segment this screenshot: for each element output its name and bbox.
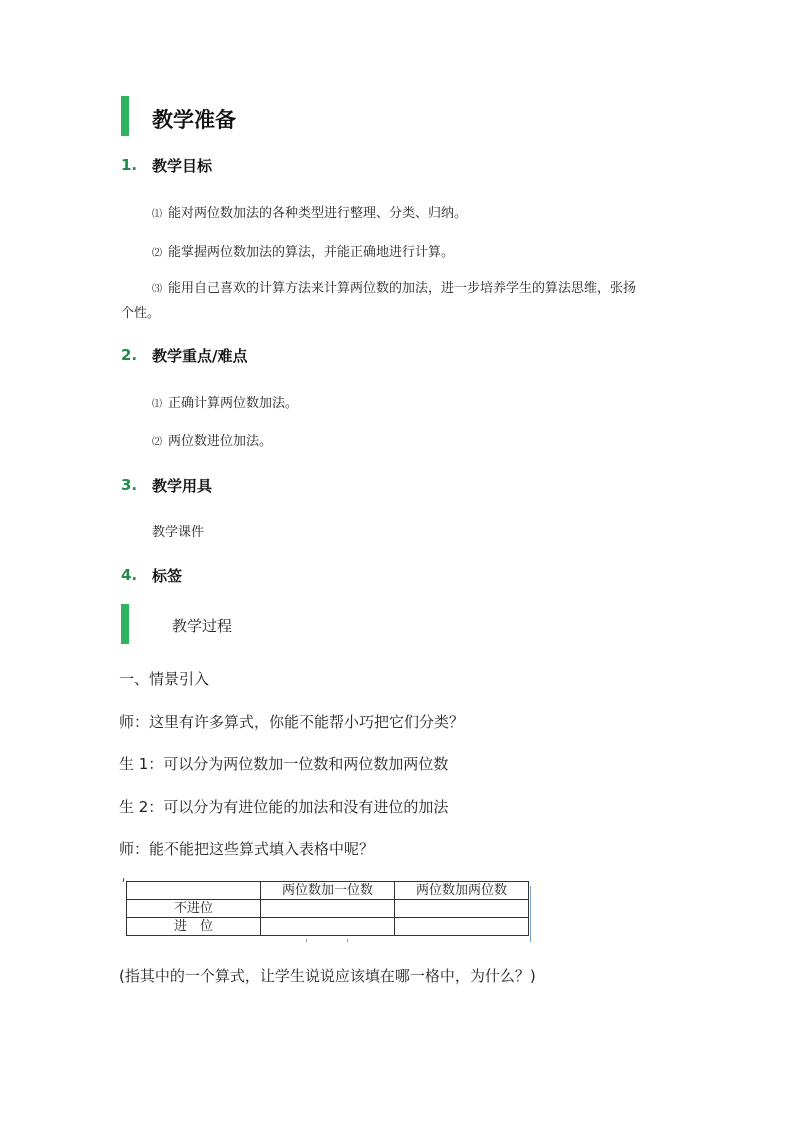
list-item	[152, 241, 454, 260]
section-text: 教学课件	[152, 525, 205, 540]
list-item-text: 能对两位数加法的各种类型进行整理、分类、归纳。	[168, 206, 468, 221]
section-title: 教学重点/难点	[152, 347, 248, 365]
section-number: 3.	[121, 476, 138, 494]
section-number: 1.	[121, 156, 138, 174]
classification-table	[126, 881, 529, 936]
heading-accent-bar	[121, 96, 129, 136]
list-marker: ⑴	[152, 399, 162, 410]
table-header-row	[127, 882, 529, 900]
list-item-text: 正确计算两位数加法。	[168, 396, 299, 411]
section-number: 2.	[121, 346, 138, 364]
table-header-cell	[127, 882, 261, 900]
list-item	[121, 277, 641, 326]
table-row-label: 不进位	[127, 900, 261, 918]
list-item	[152, 392, 298, 411]
table-resize-handle	[306, 939, 348, 942]
list-item-text: 能用自己喜欢的计算方法来计算两位数的加法，进一步培养学生的算法思维，张扬个性。	[121, 281, 637, 321]
paragraph: 生 2：可以分为有进位能的加法和没有进位的加法	[119, 798, 449, 816]
table-cell	[395, 900, 529, 918]
section-title: 标签	[152, 567, 183, 585]
table-row-label: 进 位	[127, 918, 261, 936]
list-marker: ⑶	[152, 284, 162, 295]
list-item	[152, 430, 272, 449]
table-row	[127, 918, 529, 936]
table-edge-mark	[123, 878, 124, 882]
section-title: 教学用具	[152, 477, 213, 495]
list-marker: ⑴	[152, 209, 162, 220]
paragraph: 一、情景引入	[119, 670, 210, 688]
list-item-text: 两位数进位加法。	[168, 434, 273, 449]
list-marker: ⑵	[152, 248, 162, 259]
paragraph: 师：能不能把这些算式填入表格中呢？	[119, 840, 375, 858]
list-item	[152, 202, 467, 221]
table-cell	[395, 918, 529, 936]
table-header-cell: 两位数加两位数	[395, 882, 529, 900]
table-resize-handle	[530, 886, 531, 942]
list-marker: ⑵	[152, 437, 162, 448]
list-item-text: 能掌握两位数加法的算法，并能正确地进行计算。	[168, 245, 455, 260]
table-cell	[261, 900, 395, 918]
section-number: 4.	[121, 566, 138, 584]
page-title: 教学准备	[152, 108, 236, 132]
table-cell	[261, 918, 395, 936]
section-heading: 教学过程	[172, 617, 233, 635]
paragraph: 生 1：可以分为两位数加一位数和两位数加两位数	[119, 755, 449, 773]
note-paragraph: (指其中的一个算式，让学生说说应该填在哪一格中，为什么？)	[119, 967, 536, 985]
table-header-cell: 两位数加一位数	[261, 882, 395, 900]
paragraph: 师：这里有许多算式，你能不能帮小巧把它们分类？	[119, 713, 465, 731]
heading-accent-bar	[121, 604, 129, 644]
table-row	[127, 900, 529, 918]
section-title: 教学目标	[152, 157, 213, 175]
